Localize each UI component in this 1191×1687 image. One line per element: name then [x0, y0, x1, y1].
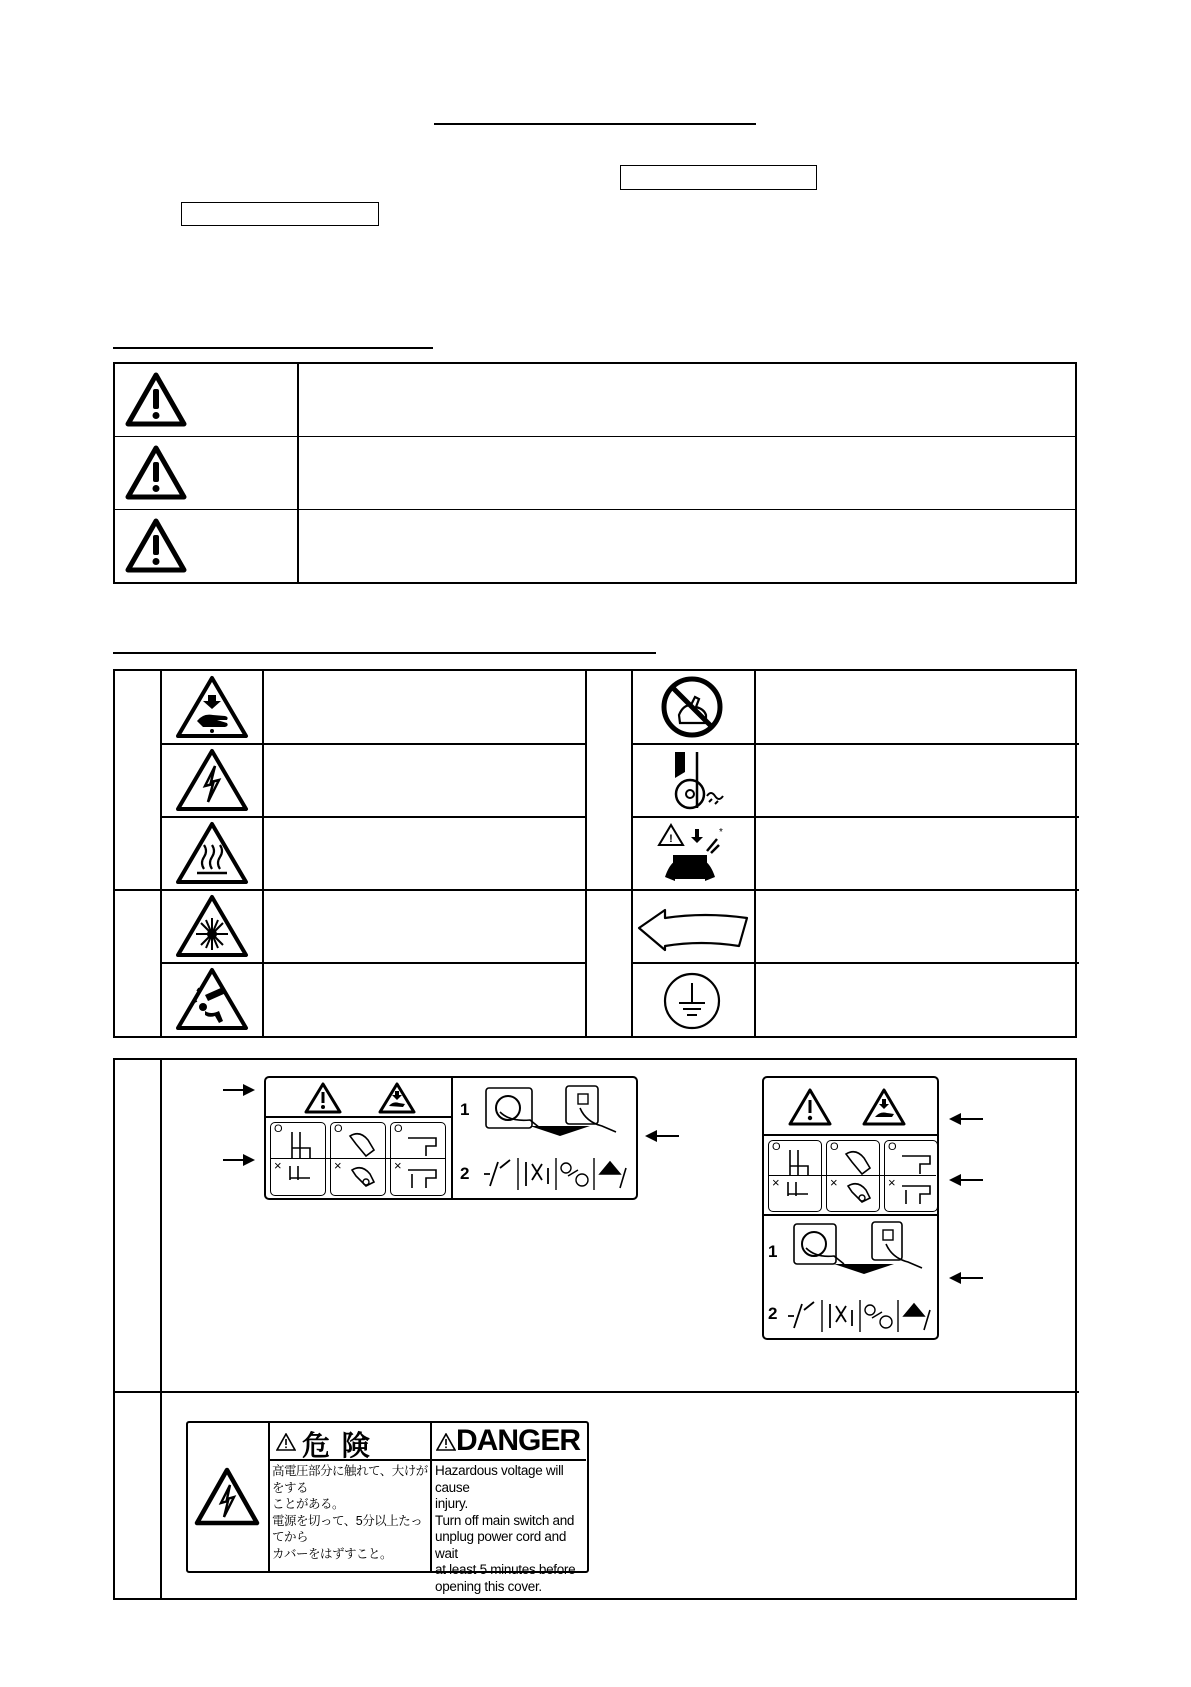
ok-mark: O: [772, 1141, 781, 1153]
hot-surface-icon: [175, 821, 249, 885]
belt-entanglement-icon: [655, 748, 729, 812]
maintenance-tasks-icon: [480, 1154, 632, 1194]
reference-box-1: [620, 165, 817, 190]
hand-crush-icon: [378, 1082, 416, 1114]
ok-mark: O: [394, 1123, 403, 1135]
ground-icon: [655, 967, 729, 1031]
warning-triangle-icon: [788, 1088, 832, 1126]
power-switch-off-icon: [788, 1218, 936, 1276]
warning-label-table: [113, 1058, 1077, 1600]
step-number: 1: [460, 1100, 470, 1119]
ok-mark: O: [334, 1123, 343, 1135]
arrow-right-icon: [223, 1154, 255, 1166]
danger-header-jp: 危 険: [302, 1430, 372, 1461]
arrow-left-icon: [949, 1174, 983, 1186]
ng-mark: ×: [334, 1158, 342, 1173]
danger-text-en: Hazardous voltage will cause injury. Turn off main switch and unplug power cord and wait at least 5 minutes before opening this cover.: [435, 1463, 576, 1594]
ok-mark: O: [888, 1141, 897, 1153]
svg-text:!: !: [669, 833, 673, 845]
ng-mark: ×: [888, 1175, 896, 1190]
ng-mark: ×: [772, 1175, 780, 1190]
reference-box-2: [181, 202, 379, 226]
step-number: 1: [768, 1242, 778, 1261]
no-touch-icon: [655, 675, 729, 739]
rotation-direction-arrow-icon: [635, 899, 755, 963]
hand-crush-icon: [175, 675, 249, 739]
maintenance-tasks-icon: [784, 1296, 936, 1336]
warning-triangle-icon: [125, 445, 187, 501]
laser-icon: [175, 894, 249, 958]
ok-mark: O: [830, 1141, 839, 1153]
warning-triangle-icon: [125, 372, 187, 428]
danger-label: [186, 1421, 589, 1594]
section1-underline: [113, 347, 433, 349]
ok-mark: O: [274, 1123, 283, 1135]
warning-triangle-icon: [304, 1082, 342, 1114]
ng-mark: ×: [830, 1175, 838, 1190]
ng-mark: ×: [274, 1158, 282, 1173]
instruction-label-vertical: [762, 1076, 939, 1340]
signal-row-1: [115, 364, 1075, 437]
tip-over-icon: [175, 967, 249, 1031]
step-number: 2: [460, 1164, 470, 1183]
title-underline: [434, 123, 756, 125]
electric-shock-icon: [194, 1467, 260, 1527]
signal-row-2: [115, 437, 1075, 510]
arrow-right-icon: [223, 1084, 255, 1096]
danger-text-jp: 高電圧部分に触れて、大けがをする ことがある。 電源を切って、5分以上たってから カバーをはずすこと。: [272, 1464, 428, 1561]
arrow-left-icon: [645, 1130, 679, 1142]
hand-crush-icon: [862, 1088, 906, 1126]
pictogram-table: [113, 669, 1077, 1038]
maintenance-power-off-icon: [655, 821, 729, 885]
step-number: 2: [768, 1304, 778, 1323]
ng-mark: ×: [394, 1158, 402, 1173]
arrow-left-icon: [949, 1113, 983, 1125]
ok-ng-grid: [768, 1140, 938, 1212]
section2-underline: [113, 652, 656, 654]
signal-word-table: [113, 362, 1077, 584]
signal-row-3: [115, 510, 1075, 583]
electric-shock-icon: [175, 748, 249, 812]
arrow-left-icon: [949, 1272, 983, 1284]
warning-triangle-icon: [125, 518, 187, 574]
instruction-label-horizontal: [264, 1076, 638, 1200]
danger-header-en: DANGER: [456, 1424, 581, 1457]
warning-triangle-icon: [436, 1433, 456, 1451]
svg-text:*: *: [719, 827, 723, 838]
power-switch-off-icon: [480, 1082, 630, 1138]
ok-ng-grid: [270, 1122, 446, 1196]
warning-triangle-icon: [276, 1433, 296, 1451]
